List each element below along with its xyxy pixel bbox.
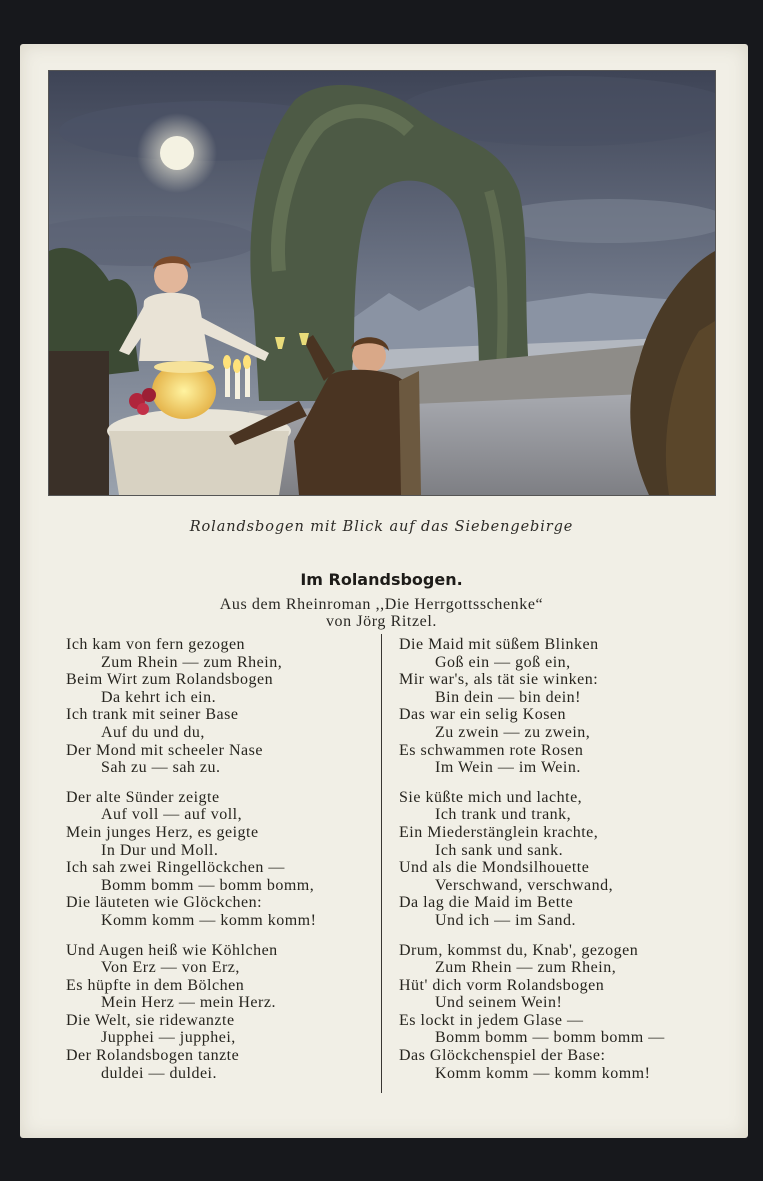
verse-line: Das Glöckchenspiel der Base: xyxy=(399,1047,606,1065)
verse-line: Beim Wirt zum Rolandsbogen xyxy=(66,671,274,689)
verse-line: Es hüpfte in dem Bölchen xyxy=(66,976,245,994)
verse-line: Mir war's, als tät sie winken: xyxy=(399,671,599,689)
rolandsbogen-painting xyxy=(49,71,715,495)
verse-line: Im Wein — im Wein. xyxy=(435,759,581,777)
verse-line: Bomm bomm — bomm bomm, xyxy=(101,876,315,894)
verse-line: Ich trank mit seiner Base xyxy=(66,706,239,724)
verse-line: Die Maid mit süßem Blinken xyxy=(399,636,599,653)
poem-right-column xyxy=(399,636,729,1094)
verse-line: Es schwammen rote Rosen xyxy=(399,741,584,759)
verse-line: Ein Miederstänglein krachte, xyxy=(399,823,599,841)
poem-title: Im Rolandsbogen. xyxy=(300,570,463,589)
verse-line: Und Augen heiß wie Köhlchen xyxy=(66,941,278,959)
verse-line: Der alte Sünder zeigte xyxy=(66,788,220,806)
verse-line: Da lag die Maid im Bette xyxy=(399,894,574,912)
verse-line: Komm komm — komm komm! xyxy=(435,1064,651,1082)
verse-line: Der Rolandsbogen tanzte xyxy=(66,1047,240,1065)
poem-left-column xyxy=(66,636,376,1094)
verse-line: Der Mond mit scheeler Nase xyxy=(66,741,263,759)
verse-line: Zu zwein — zu zwein, xyxy=(435,723,591,741)
stanza xyxy=(66,789,376,930)
poem-author: von Jörg Ritzel. xyxy=(325,613,438,630)
verse-line: Und seinem Wein! xyxy=(435,994,563,1012)
verse-line: Zum Rhein — zum Rhein, xyxy=(101,653,283,671)
verse-line: Und ich — im Sand. xyxy=(435,911,576,929)
verse-line: Ich sah zwei Ringellöckchen — xyxy=(66,859,285,877)
verse-line: Drum, kommst du, Knab', gezogen xyxy=(399,941,639,959)
verse-line: Das war ein selig Kosen xyxy=(399,706,567,724)
verse-line: Mein junges Herz, es geigte xyxy=(66,823,259,841)
column-divider xyxy=(381,634,382,1093)
verse-line: Sie küßte mich und lachte, xyxy=(399,788,583,806)
verse-line: Hüt' dich vorm Rolandsbogen xyxy=(399,976,605,994)
verse-line: Es lockt in jedem Glase — xyxy=(399,1011,584,1029)
verse-line: Ich kam von fern gezogen xyxy=(66,636,246,653)
verse-line: Ich sank und sank. xyxy=(435,841,564,859)
verse-line: Auf du und du, xyxy=(101,723,205,741)
verse-line: Sah zu — sah zu. xyxy=(101,759,221,777)
verse-line: Die Welt, sie ridewanzte xyxy=(66,1011,235,1029)
verse-line: Goß ein — goß ein, xyxy=(435,653,571,671)
verse-line: Komm komm — komm komm! xyxy=(101,911,317,929)
verse-line: Bin dein — bin dein! xyxy=(435,688,581,706)
illustration-caption: Rolandsbogen mit Blick auf das Siebengebirge xyxy=(189,519,574,535)
verse-line: duldei — duldei. xyxy=(101,1064,217,1082)
verse-line: In Dur und Moll. xyxy=(101,841,219,859)
stanza xyxy=(399,789,729,930)
verse-line: Mein Herz — mein Herz. xyxy=(101,994,276,1012)
verse-line: Und als die Mondsilhouette xyxy=(399,859,590,877)
stanza xyxy=(66,942,376,1083)
verse-line: Verschwand, verschwand, xyxy=(435,876,614,894)
verse-line: Ich trank und trank, xyxy=(435,806,572,824)
verse-line: Auf voll — auf voll, xyxy=(101,806,243,824)
stanza xyxy=(66,636,376,777)
verse-line: Bomm bomm — bomm bomm — xyxy=(435,1029,665,1047)
verse-line: Von Erz — von Erz, xyxy=(101,959,240,977)
verse-line: Die läuteten wie Glöckchen: xyxy=(66,894,263,912)
illustration xyxy=(48,70,716,496)
verse-line: Zum Rhein — zum Rhein, xyxy=(435,959,617,977)
verse-line: Jupphei — jupphei, xyxy=(101,1029,236,1047)
stanza xyxy=(399,636,729,777)
stanza xyxy=(399,942,729,1083)
poem-source: Aus dem Rheinroman ,,Die Herrgottsschenke“ xyxy=(219,596,544,613)
verse-line: Da kehrt ich ein. xyxy=(101,688,217,706)
